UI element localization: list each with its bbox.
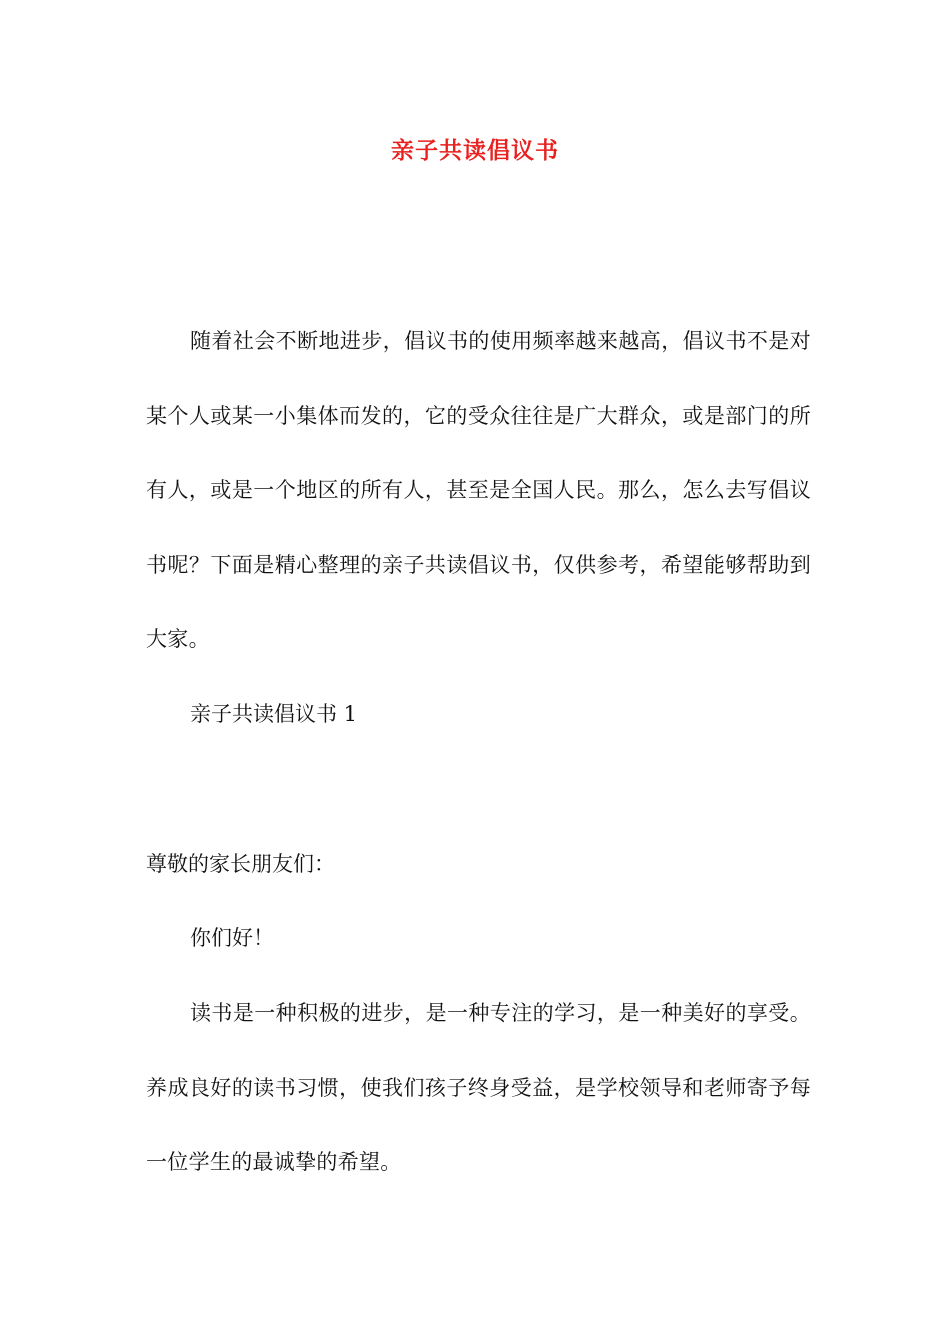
greeting: 你们好！ [190,926,274,950]
salutation: 尊敬的家长朋友们： [146,852,335,876]
section-heading: 亲子共读倡议书 1 [190,702,358,726]
body-paragraph: 读书是一种积极的进步，是一种专注的学习，是一种美好的享受。养成良好的读书习惯，使我们孩子终身受益，是学校领导和老师寄予每一位学生的最诚挚的希望。 [146,1001,811,1174]
document-title: 亲子共读倡议书 [391,138,559,164]
intro-paragraph: 随着社会不断地进步，倡议书的使用频率越来越高，倡议书不是对某个人或某一小集体而发的，它的受众往往是广大群众，或是部门的所有人，或是一个地区的所有人，甚至是全国人民。那么，怎么去写倡议书呢？下面是精心整理的亲子共读倡议书，仅供参考，希望能够帮助到大家。 [146,329,811,651]
